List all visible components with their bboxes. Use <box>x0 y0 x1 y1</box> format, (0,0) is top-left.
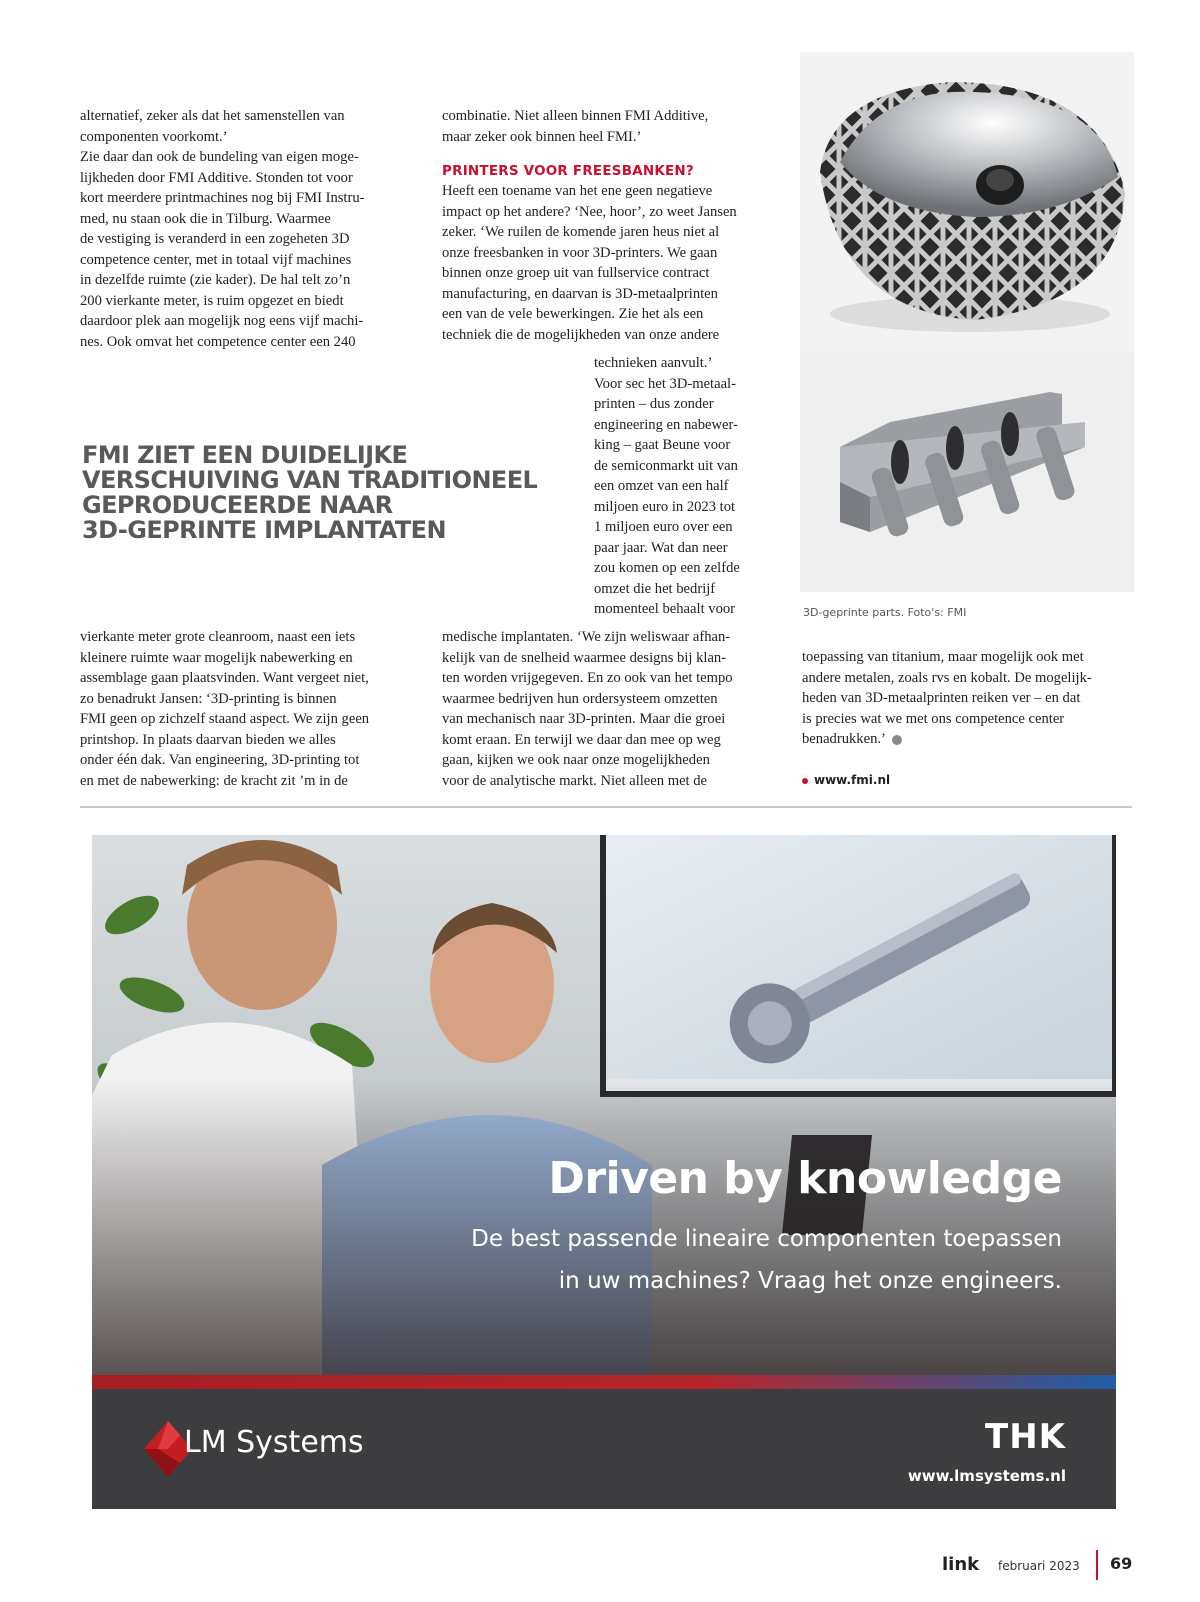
text-line: alternatief, zeker als dat het samenstellen van <box>80 108 345 124</box>
article-col1-bottom <box>80 627 410 791</box>
text-line: een omzet van een half <box>594 478 729 494</box>
implant-cup-illustration <box>800 52 1134 352</box>
text-line: lijkheden door FMI Additive. Stonden tot voor <box>80 169 353 186</box>
text-line: printen – dus zonder <box>594 396 714 412</box>
text-line: zeker. ‘We ruilen de komende jaren heus niet al <box>442 224 720 240</box>
article-col1-top <box>80 106 410 352</box>
page-footer <box>0 1550 1200 1590</box>
end-mark-icon <box>892 735 902 745</box>
text-line: 1 miljoen euro over een <box>594 519 733 535</box>
text-line: combinatie. Niet alleen binnen FMI Additive, <box>442 108 709 124</box>
text-line: een van de vele bewerkingen. Zie het als een <box>442 306 704 322</box>
ad-url[interactable]: www.lmsystems.nl <box>907 1467 1066 1485</box>
text-line: printshop. In plaats daarvan bieden we alles <box>80 731 336 748</box>
ad-color-band <box>92 1375 1116 1389</box>
advertisement[interactable] <box>92 835 1116 1509</box>
text-line: van mechanisch naar 3D-printen. Maar die groei <box>442 711 726 727</box>
text-line: voor de analytische markt. Niet alleen met de <box>442 772 708 789</box>
text-line: componenten voorkomt.’ <box>80 128 228 145</box>
text-line: de vestiging is veranderd in een zogeheten 3D <box>80 231 350 247</box>
text-line: zou komen op een zelfde <box>594 560 740 576</box>
text-line: paar jaar. Wat dan neer <box>594 539 728 556</box>
lm-systems-logo-text: LM Systems <box>184 1425 364 1460</box>
pull-quote-line: FMI ZIET EEN DUIDELIJKE <box>82 441 408 469</box>
manifold-part-photo <box>800 352 1134 592</box>
section-subhead: PRINTERS VOOR FREESBANKEN? <box>442 163 694 179</box>
section-divider <box>80 806 1132 808</box>
article-col2-narrow <box>594 353 780 620</box>
pull-quote-line: GEPRODUCEERDE NAAR <box>82 491 393 519</box>
photo-caption: 3D-geprinte parts. Foto's: FMI <box>803 606 967 619</box>
pull-quote-line: 3D-GEPRINTE IMPLANTATEN <box>82 516 446 544</box>
text-line: waarmee bedrijven hun ordersysteem omzetten <box>442 690 718 707</box>
bullet-icon <box>802 778 808 784</box>
text-line: kelijk van de snelheid waarmee designs bij klan- <box>442 649 727 666</box>
text-line: andere metalen, zoals rvs en kobalt. De mogelijk- <box>802 669 1092 686</box>
text-line: med, nu staan ook die in Tilburg. Waarmee <box>80 210 331 227</box>
text-line: zo benadrukt Jansen: ‘3D-printing is binnen <box>80 690 337 707</box>
website-link-row <box>802 773 890 787</box>
text-line: toepassing van titanium, maar mogelijk ook met <box>802 649 1084 665</box>
thk-logo: THK <box>985 1417 1066 1457</box>
implant-cup-photo <box>800 52 1134 352</box>
text-line: momenteel behaalt voor <box>594 601 736 617</box>
text-line: heden van 3D-metaalprinten reiken ver – en dat <box>802 690 1081 706</box>
text-line: ten worden vrijgegeven. En zo ook van het tempo <box>442 670 733 686</box>
text-line: king – gaat Beune voor <box>594 437 731 453</box>
text-line: binnen onze groep uit van fullservice contract <box>442 265 710 281</box>
article-col2-top <box>442 106 777 345</box>
ad-subline <box>471 1218 1062 1302</box>
text-line: techniek die de mogelijkheden van onze andere <box>442 326 720 343</box>
text-line: engineering en nabewer- <box>594 416 738 433</box>
article-col2-bottom <box>442 627 777 791</box>
text-line <box>802 729 1142 750</box>
text-line: Zie daar dan ook de bundeling van eigen moge- <box>80 149 359 165</box>
text-line: technieken aanvult.’ <box>594 355 713 371</box>
text-line: onze freesbanken in voor 3D-printers. We gaan <box>442 244 718 261</box>
text-line: onder één dak. Van engineering, 3D-printing tot <box>80 752 360 768</box>
text-line: manufacturing, en daarvan is 3D-metaalprinten <box>442 285 718 302</box>
text-line: in dezelfde ruimte (zie kader). De hal telt zo’n <box>80 272 351 288</box>
text-line: Heeft een toename van het ene geen negatieve <box>442 183 713 199</box>
text-line: omzet die het bedrijf <box>594 580 716 597</box>
text-line: competence center, met in totaal vijf machines <box>80 251 352 268</box>
magazine-logo: link <box>942 1554 980 1575</box>
text-line: impact op het andere? ‘Nee, hoor’, zo weet Jansen <box>442 203 737 220</box>
text-line: maar zeker ook binnen heel FMI.’ <box>442 128 642 145</box>
text-line: en met de nabewerking: de kracht zit ’m in de <box>80 772 348 789</box>
text-line: Voor sec het 3D-metaal- <box>594 375 736 392</box>
ad-subline-2: in uw machines? Vraag het onze engineers. <box>558 1268 1062 1294</box>
text-line: assemblage gaan plaatsvinden. Want vergeet niet, <box>80 670 369 686</box>
text-line: is precies wat we met ons competence center <box>802 710 1065 727</box>
text-line-final: benadrukken.’ <box>802 731 885 747</box>
pull-quote <box>82 443 582 543</box>
text-line: miljoen euro in 2023 tot <box>594 498 736 515</box>
text-line: 200 vierkante meter, is ruim opgezet en biedt <box>80 292 344 309</box>
text-line: de semiconmarkt uit van <box>594 457 738 474</box>
text-line: kort meerdere printmachines nog bij FMI Instru- <box>80 190 365 206</box>
text-line: gaan, kijken we ook naar onze mogelijkheden <box>442 752 710 768</box>
text-line: kleinere ruimte waar mogelijk nabewerking en <box>80 649 353 666</box>
text-line: daardoor plek aan mogelijk nog eens vijf machi- <box>80 313 364 329</box>
text-line: komt eraan. En terwijl we daar dan mee op weg <box>442 731 721 748</box>
page-number: 69 <box>1110 1554 1133 1573</box>
ad-subline-1: De best passende lineaire componenten toepassen <box>471 1226 1062 1252</box>
website-link[interactable]: www.fmi.nl <box>814 773 891 787</box>
ad-headline: Driven by knowledge <box>548 1153 1062 1204</box>
text-line: medische implantaten. ‘We zijn weliswaar afhan- <box>442 629 731 645</box>
ad-footer-bar <box>92 1389 1116 1509</box>
pull-quote-line: VERSCHUIVING VAN TRADITIONEEL <box>82 466 538 494</box>
text-line: vierkante meter grote cleanroom, naast een iets <box>80 629 356 645</box>
footer-divider <box>1096 1550 1098 1580</box>
issue-date: februari 2023 <box>998 1559 1080 1573</box>
text-line: FMI geen op zichzelf staand aspect. We zijn geen <box>80 711 370 727</box>
text-line: nes. Ook omvat het competence center een 240 <box>80 333 356 350</box>
manifold-part-illustration <box>800 352 1134 592</box>
article-col3-bottom <box>802 647 1142 750</box>
